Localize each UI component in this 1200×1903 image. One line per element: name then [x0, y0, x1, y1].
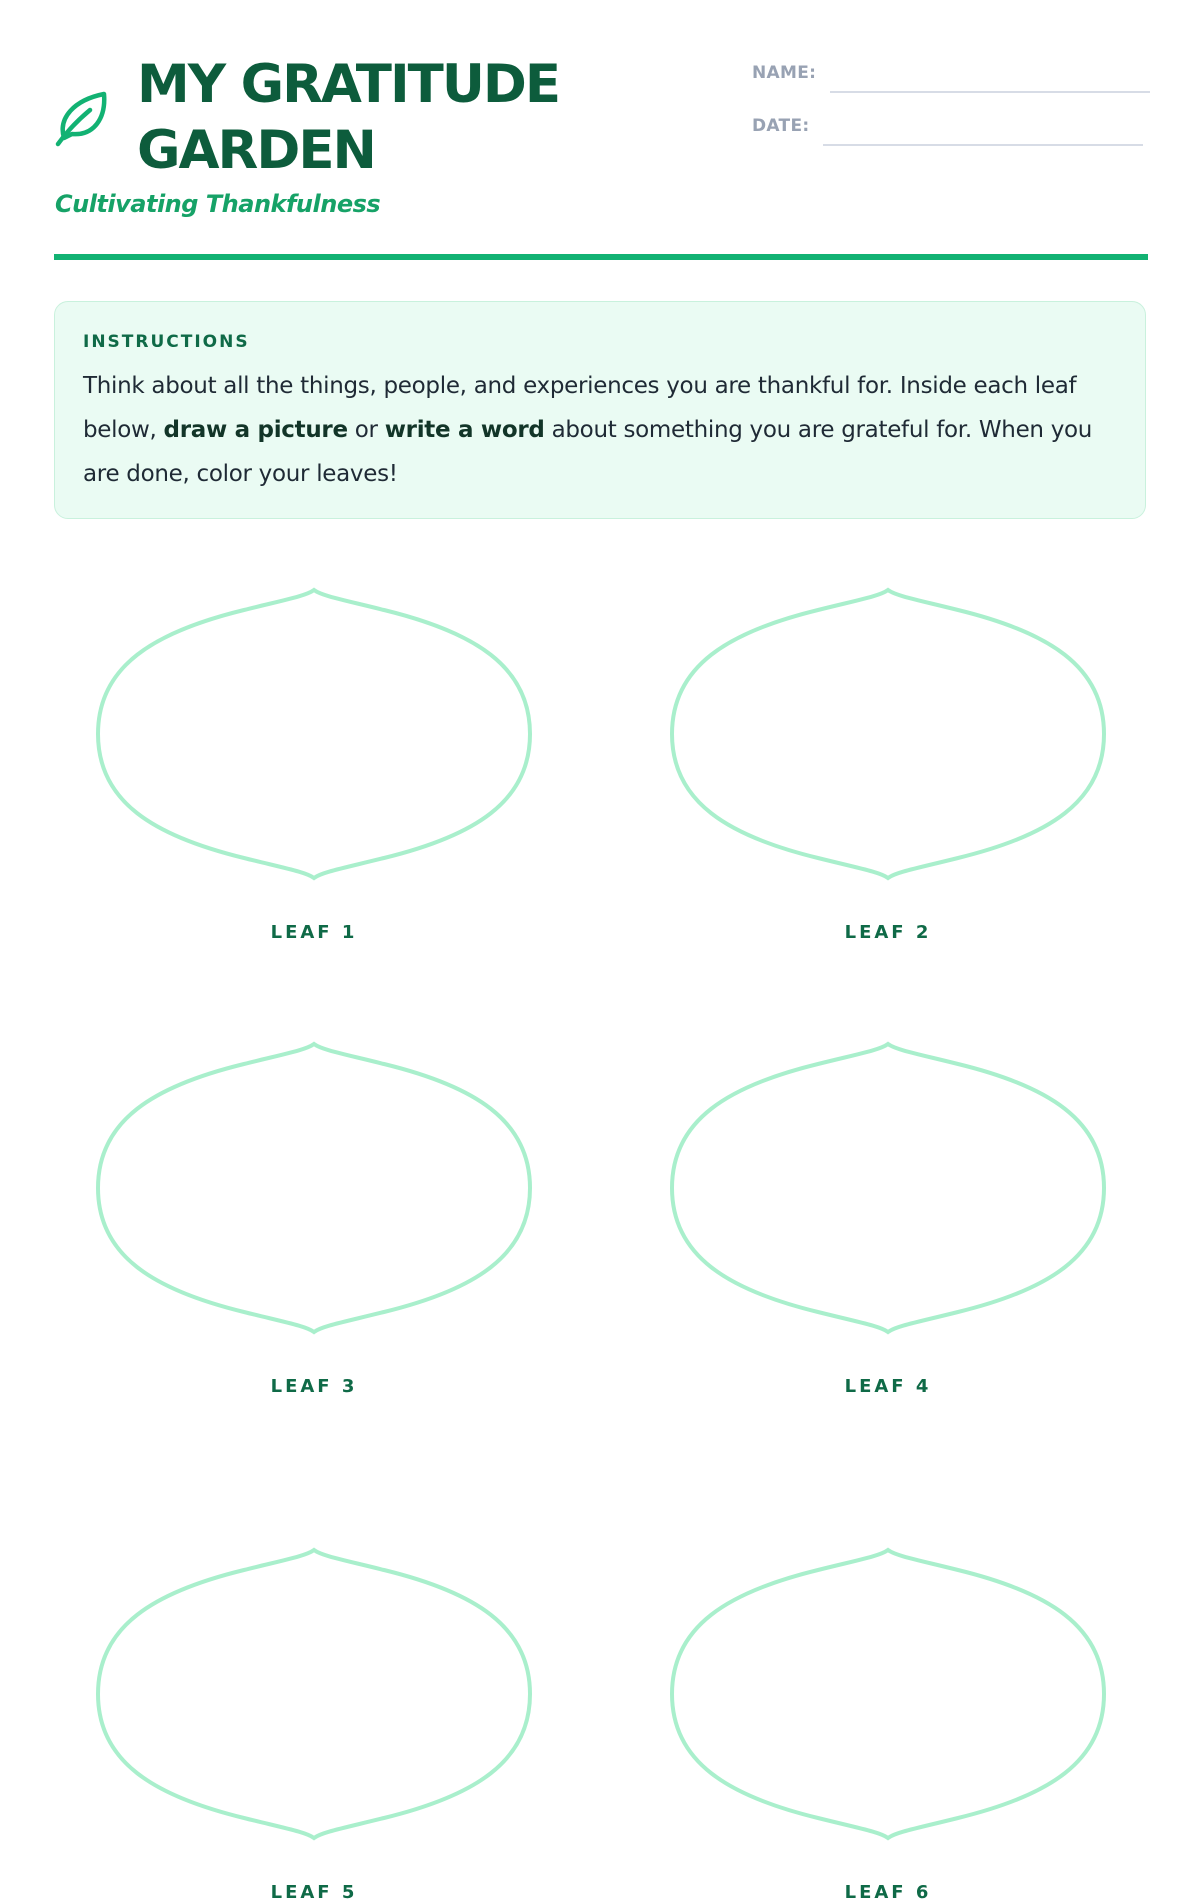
instructions-box	[54, 301, 1146, 519]
title-line-2: GARDEN	[137, 120, 375, 181]
leaf-cell-2	[668, 586, 1108, 943]
leaf-label-5: LEAF 5	[270, 1882, 358, 1903]
name-input-line[interactable]	[830, 91, 1150, 93]
date-field	[752, 116, 809, 136]
leaf-drawing-area-5[interactable]	[94, 1546, 534, 1842]
leaf-label-6: LEAF 6	[844, 1882, 932, 1903]
title-line-1: MY GRATITUDE	[137, 54, 560, 115]
leaf-drawing-area-6[interactable]	[668, 1546, 1108, 1842]
leaf-icon	[54, 88, 112, 150]
leaf-label-4: LEAF 4	[844, 1376, 932, 1397]
leaf-label-3: LEAF 3	[270, 1376, 358, 1397]
instructions-bold-1: draw a picture	[163, 417, 348, 443]
leaf-label-1: LEAF 1	[270, 922, 358, 943]
date-label: DATE:	[752, 116, 810, 136]
leaf-cell-6	[668, 1546, 1108, 1903]
instructions-text-3: about something you are grateful for. When you are done, color your leaves!	[83, 417, 1093, 487]
instructions-text	[83, 364, 1119, 496]
leaf-drawing-area-2[interactable]	[668, 586, 1108, 882]
header-divider	[54, 254, 1148, 260]
leaf-cell-5	[94, 1546, 534, 1903]
name-field	[752, 63, 816, 83]
instructions-heading: INSTRUCTIONS	[83, 332, 250, 352]
leaf-drawing-area-3[interactable]	[94, 1040, 534, 1336]
page-subtitle: Cultivating Thankfulness	[55, 190, 381, 218]
leaf-cell-4	[668, 1040, 1108, 1397]
leaf-drawing-area-1[interactable]	[94, 586, 534, 882]
leaf-cell-1	[94, 586, 534, 943]
instructions-bold-2: write a word	[384, 417, 545, 443]
name-label: NAME:	[752, 63, 817, 83]
instructions-text-1: Think about all the things, people, and experiences you are thankful for. Inside each leaf below,	[83, 373, 1077, 443]
leaf-label-2: LEAF 2	[844, 922, 932, 943]
page-title	[137, 52, 657, 184]
leaf-cell-3	[94, 1040, 534, 1397]
date-input-line[interactable]	[823, 144, 1143, 146]
leaf-drawing-area-4[interactable]	[668, 1040, 1108, 1336]
instructions-text-2: or	[347, 417, 385, 443]
